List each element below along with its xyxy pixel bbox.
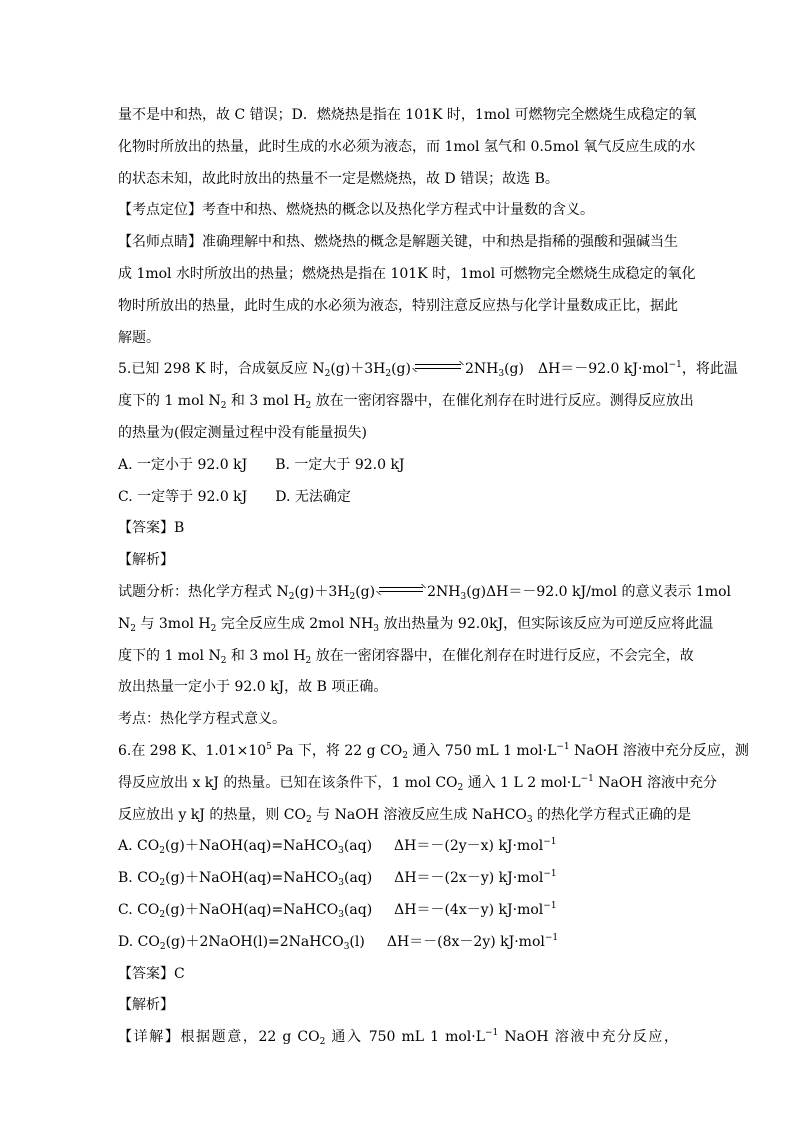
- option-c: C. 一定等于 92.0 kJ: [118, 488, 248, 505]
- kaodian-line: 【考点定位】考查中和热、燃烧热的概念以及热化学方程式中计量数的含义。: [118, 202, 594, 219]
- option-b: B. $CO_2(g)+NaOH(aq)=NaHCO_3(aq)$ ΔH＝－(2x－y) kJ·mol$^{-1}$: [118, 869, 557, 889]
- question-5-options-cd: [118, 482, 678, 514]
- analysis-line: 放出热量一定小于 92.0 kJ，故 B 项正确。: [118, 679, 388, 696]
- option-a: A. $CO_2(g)+NaOH(aq)=NaHCO_3(aq)$ ΔH＝－(2y－x) kJ·mol$^{-1}$: [118, 837, 557, 857]
- equilibrium-arrow-icon: [415, 362, 461, 372]
- kaodian-line: 考点：热化学方程式意义。: [118, 711, 286, 728]
- option-c: C. $CO_2(g)+NaOH(aq)=NaHCO_3(aq)$ ΔH＝－(4x－y) kJ·mol$^{-1}$: [118, 900, 557, 920]
- option-a: A. 一定小于 92.0 kJ: [118, 456, 248, 473]
- question-6-line: 反应放出 y kJ 的热量，则 $CO_2$ 与 NaOH 溶液反应生成 NaHCO$_3$ 的热化学方程式正确的是: [118, 806, 692, 825]
- question-5-line: 的热量为(假定测量过程中没有能量损失): [118, 424, 367, 441]
- document-page: [118, 100, 749, 1054]
- mingshi-line: 解题。: [118, 329, 160, 346]
- option-d: D. $CO_2(g)+2NaOH(l)=2NaHCO_3(l)$ ΔH＝－(8x－2y) kJ·mol$^{-1}$: [118, 932, 559, 952]
- text-line: 的状态未知，故此时放出的热量不一定是燃烧热，故 D 错误；故选 B。: [118, 170, 559, 187]
- question-5-line: 度下的 1 mol $N_2$ 和 3 mol $H_2$ 放在一密闭容器中，在催化剂存在时进行反应。测得反应放出: [118, 393, 694, 412]
- question-5-options-ab: [118, 450, 678, 482]
- analysis-line: 度下的 1 mol $N_2$ 和 3 mol $H_2$ 放在一密闭容器中，在催化剂存在时进行反应，不会完全，故: [118, 647, 694, 666]
- equilibrium-arrow-icon: [379, 585, 423, 595]
- answer-label: 【答案】B: [118, 520, 185, 537]
- option-d: D. 无法确定: [275, 488, 351, 505]
- mingshi-line: 【名师点睛】准确理解中和热、燃烧热的概念是解题关键，中和热是指稀的强酸和强碱当生: [118, 234, 678, 251]
- text-line: 化物时所放出的热量，此时生成的水必须为液态，而 1mol 氢气和 0.5mol 氧气反应生成的水: [118, 138, 696, 155]
- analysis-label: 【解析】: [118, 997, 174, 1014]
- detail-line: 【详解】根据题意，22 g $CO_2$ 通入 750 mL 1 $mol\cdot L^{-1}$ NaOH 溶液中充分反应，: [118, 1028, 678, 1048]
- question-6-line: 得反应放出 x kJ 的热量。已知在该条件下，1 mol $CO_2$ 通入 1 L 2 $mol\cdot L^{-1}$ NaOH 溶液中充分: [118, 773, 718, 793]
- option-b: B. 一定大于 92.0 kJ: [275, 456, 405, 473]
- mingshi-line: 成 1mol 水时所放出的热量；燃烧热是指在 101K 时，1mol 可燃物完全燃烧生成稳定的氧化: [118, 265, 696, 282]
- mingshi-line: 物时所放出的热量，此时生成的水必须为液态，特别注意反应热与化学计量数成正比，据此: [118, 297, 678, 314]
- analysis-line: 试题分析：热化学方程式 $N_2(g)+3H_2(g)$ $2NH_3(g)\Delta H=-92.0$ kJ/mol 的意义表示 1mol: [118, 583, 731, 602]
- question-6-line: 6.在 298 K、$1.01\times 10^5$ Pa 下，将 22 g $CO_2$ 通入 750 mL 1 $mol\cdot L^{-1}$ NaOH 溶液中充分反应，测: [118, 741, 749, 761]
- analysis-line: $N_2$ 与 3mol $H_2$ 完全反应生成 2mol $NH_3$ 放出热量为 92.0kJ，但实际该反应为可逆反应将此温: [118, 615, 714, 634]
- question-5-line: 5.已知 298 K 时，合成氨反应 $N_2(g)+3H_2(g)$ $2NH_3(g)$ ΔH＝－92.0 kJ·mol$^{-1}$，将此温: [118, 360, 738, 380]
- answer-label: 【答案】C: [118, 965, 185, 982]
- text-line: 量不是中和热，故 C 错误；D．燃烧热是指在 101K 时，1mol 可燃物完全燃烧生成稳定的氧: [118, 107, 697, 123]
- analysis-label: 【解析】: [118, 552, 174, 569]
